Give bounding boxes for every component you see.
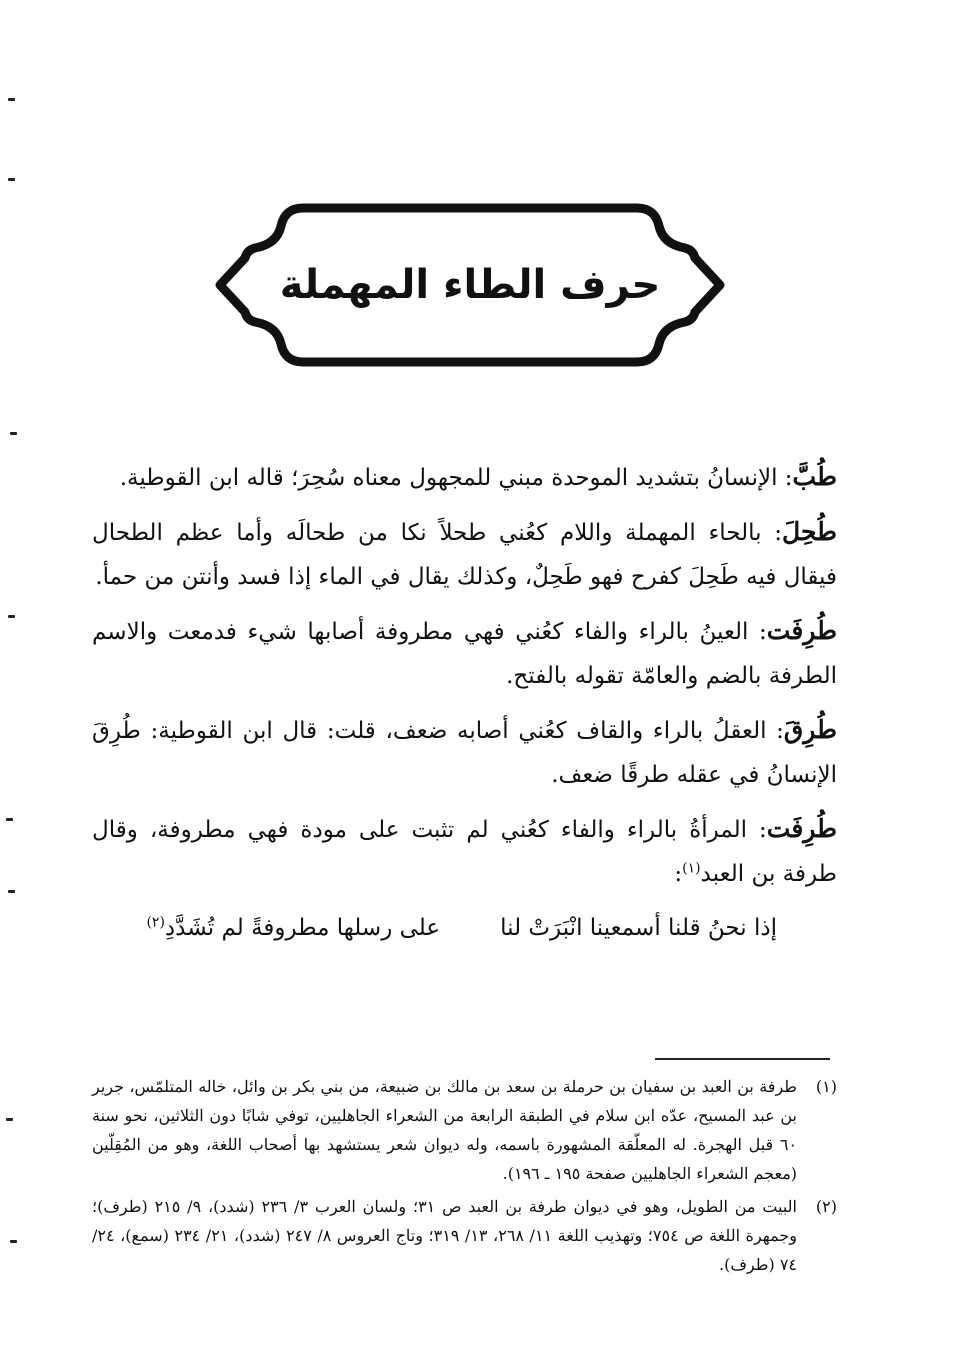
- footnote: [92, 1072, 837, 1188]
- entry-definition: : العينُ بالراء والفاء كعُني فهي مطروفة أصابها شيء فدمعت والاسم الطرفة بالضم والعامّة تقوله بالفتح.: [92, 619, 837, 689]
- poetry-verse: [92, 906, 837, 950]
- footnote-number: (١): [815, 1077, 837, 1096]
- footnote-marker: (٢): [146, 914, 165, 931]
- footnote-number: (٢): [815, 1197, 837, 1216]
- scan-mark: [10, 432, 17, 435]
- entry-definition-end: :: [674, 861, 683, 887]
- entry-headword: طُحِلَ: [782, 517, 837, 546]
- entry-definition: : الإنسانُ بتشديد الموحدة مبني للمجهول معناه سُحِرَ؛ قاله ابن القوطية.: [119, 465, 793, 491]
- dictionary-entry: [92, 455, 837, 500]
- dictionary-entry: [92, 609, 837, 698]
- footnote-text: طرفة بن العبد بن سفيان بن حرملة بن سعد بن مالك بن ضبيعة، من بني بكر بن وائل، خاله المتلمّس، جرير بن عبد المسيح، عدّه ابن سلام في الطبقة الرابعة من الشعراء الجاهليين، توفي شابًا دون الثلاثين، نحو سنة ٦٠ قبل الهجرة. له المعلّقة المشهورة باسمه، وله ديوان شعر يستشهد بها أصحاب اللغة، وهو من المُقِلّين (معجم الشعراء الجاهليين صفحة ١٩٥ ـ ١٩٦).: [92, 1077, 797, 1183]
- verse-second-hemistich-text: على رسلها مطروفةً لم تُشَدَّدِ: [164, 915, 441, 941]
- entry-definition: : المرأةُ بالراء والفاء كعُني لم تثبت على مودة فهي مطروفة، وقال طرفة بن العبد: [92, 817, 837, 887]
- verse-first-hemistich: إذا نحنُ قلنا أسمعينا انْبَرَتْ لنا: [500, 915, 777, 941]
- scan-mark: [6, 1118, 13, 1121]
- entry-headword: طُبَّ: [792, 462, 837, 491]
- dictionary-entry: [92, 510, 837, 599]
- scan-mark: [10, 1240, 17, 1243]
- entry-headword: طُرِقَ: [783, 715, 837, 744]
- chapter-title: حرف الطاء المهملة: [279, 262, 661, 308]
- main-text: [92, 455, 837, 950]
- footnote-divider: [655, 1058, 830, 1060]
- scan-mark: [8, 178, 15, 181]
- scan-mark: [8, 890, 15, 893]
- dictionary-entry: [92, 708, 837, 797]
- footnote-text: البيت من الطويل، وهو في ديوان طرفة بن العبد ص ٣١؛ ولسان العرب ٣/ ٢٣٦ (شدد)، ٩/ ٢١٥ (طرف)؛ وجمهرة اللغة ص ٧٥٤؛ وتهذيب اللغة ١١/ ٢٦٨، ١٣/ ٣١٩؛ وتاج العروس ٨/ ٢٤٧ (شدد)، ٢١/ ٢٣٤ (سمع)، ٢٤/ ٧٤ (طرف).: [92, 1197, 798, 1274]
- scan-mark: [8, 615, 15, 618]
- chapter-title-frame: [215, 200, 725, 370]
- scan-mark: [8, 98, 15, 101]
- verse-second-hemistich: [146, 906, 440, 950]
- dictionary-entry: [92, 807, 837, 896]
- entry-headword: طُرِفَت: [766, 814, 837, 843]
- scan-mark: [6, 818, 13, 821]
- entry-headword: طُرِفَت: [766, 616, 837, 645]
- footnotes-section: [92, 1072, 837, 1283]
- entry-definition: : العقلُ بالراء والقاف كعُني أصابه ضعف، قلت: قال ابن القوطية: طُرِقَ الإنسانُ في عقله طرقًا ضعف.: [92, 718, 837, 788]
- footnote: [92, 1192, 837, 1279]
- footnote-marker: (١): [682, 860, 701, 877]
- entry-definition: : بالحاء المهملة واللام كعُني طحلاً نكا من طحالَه وأما عظم الطحال فيقال فيه طَحِلَ كفرح فهو طَحِلٌ، وكذلك يقال في الماء إذا فسد وأنتن من حمأ.: [92, 520, 837, 590]
